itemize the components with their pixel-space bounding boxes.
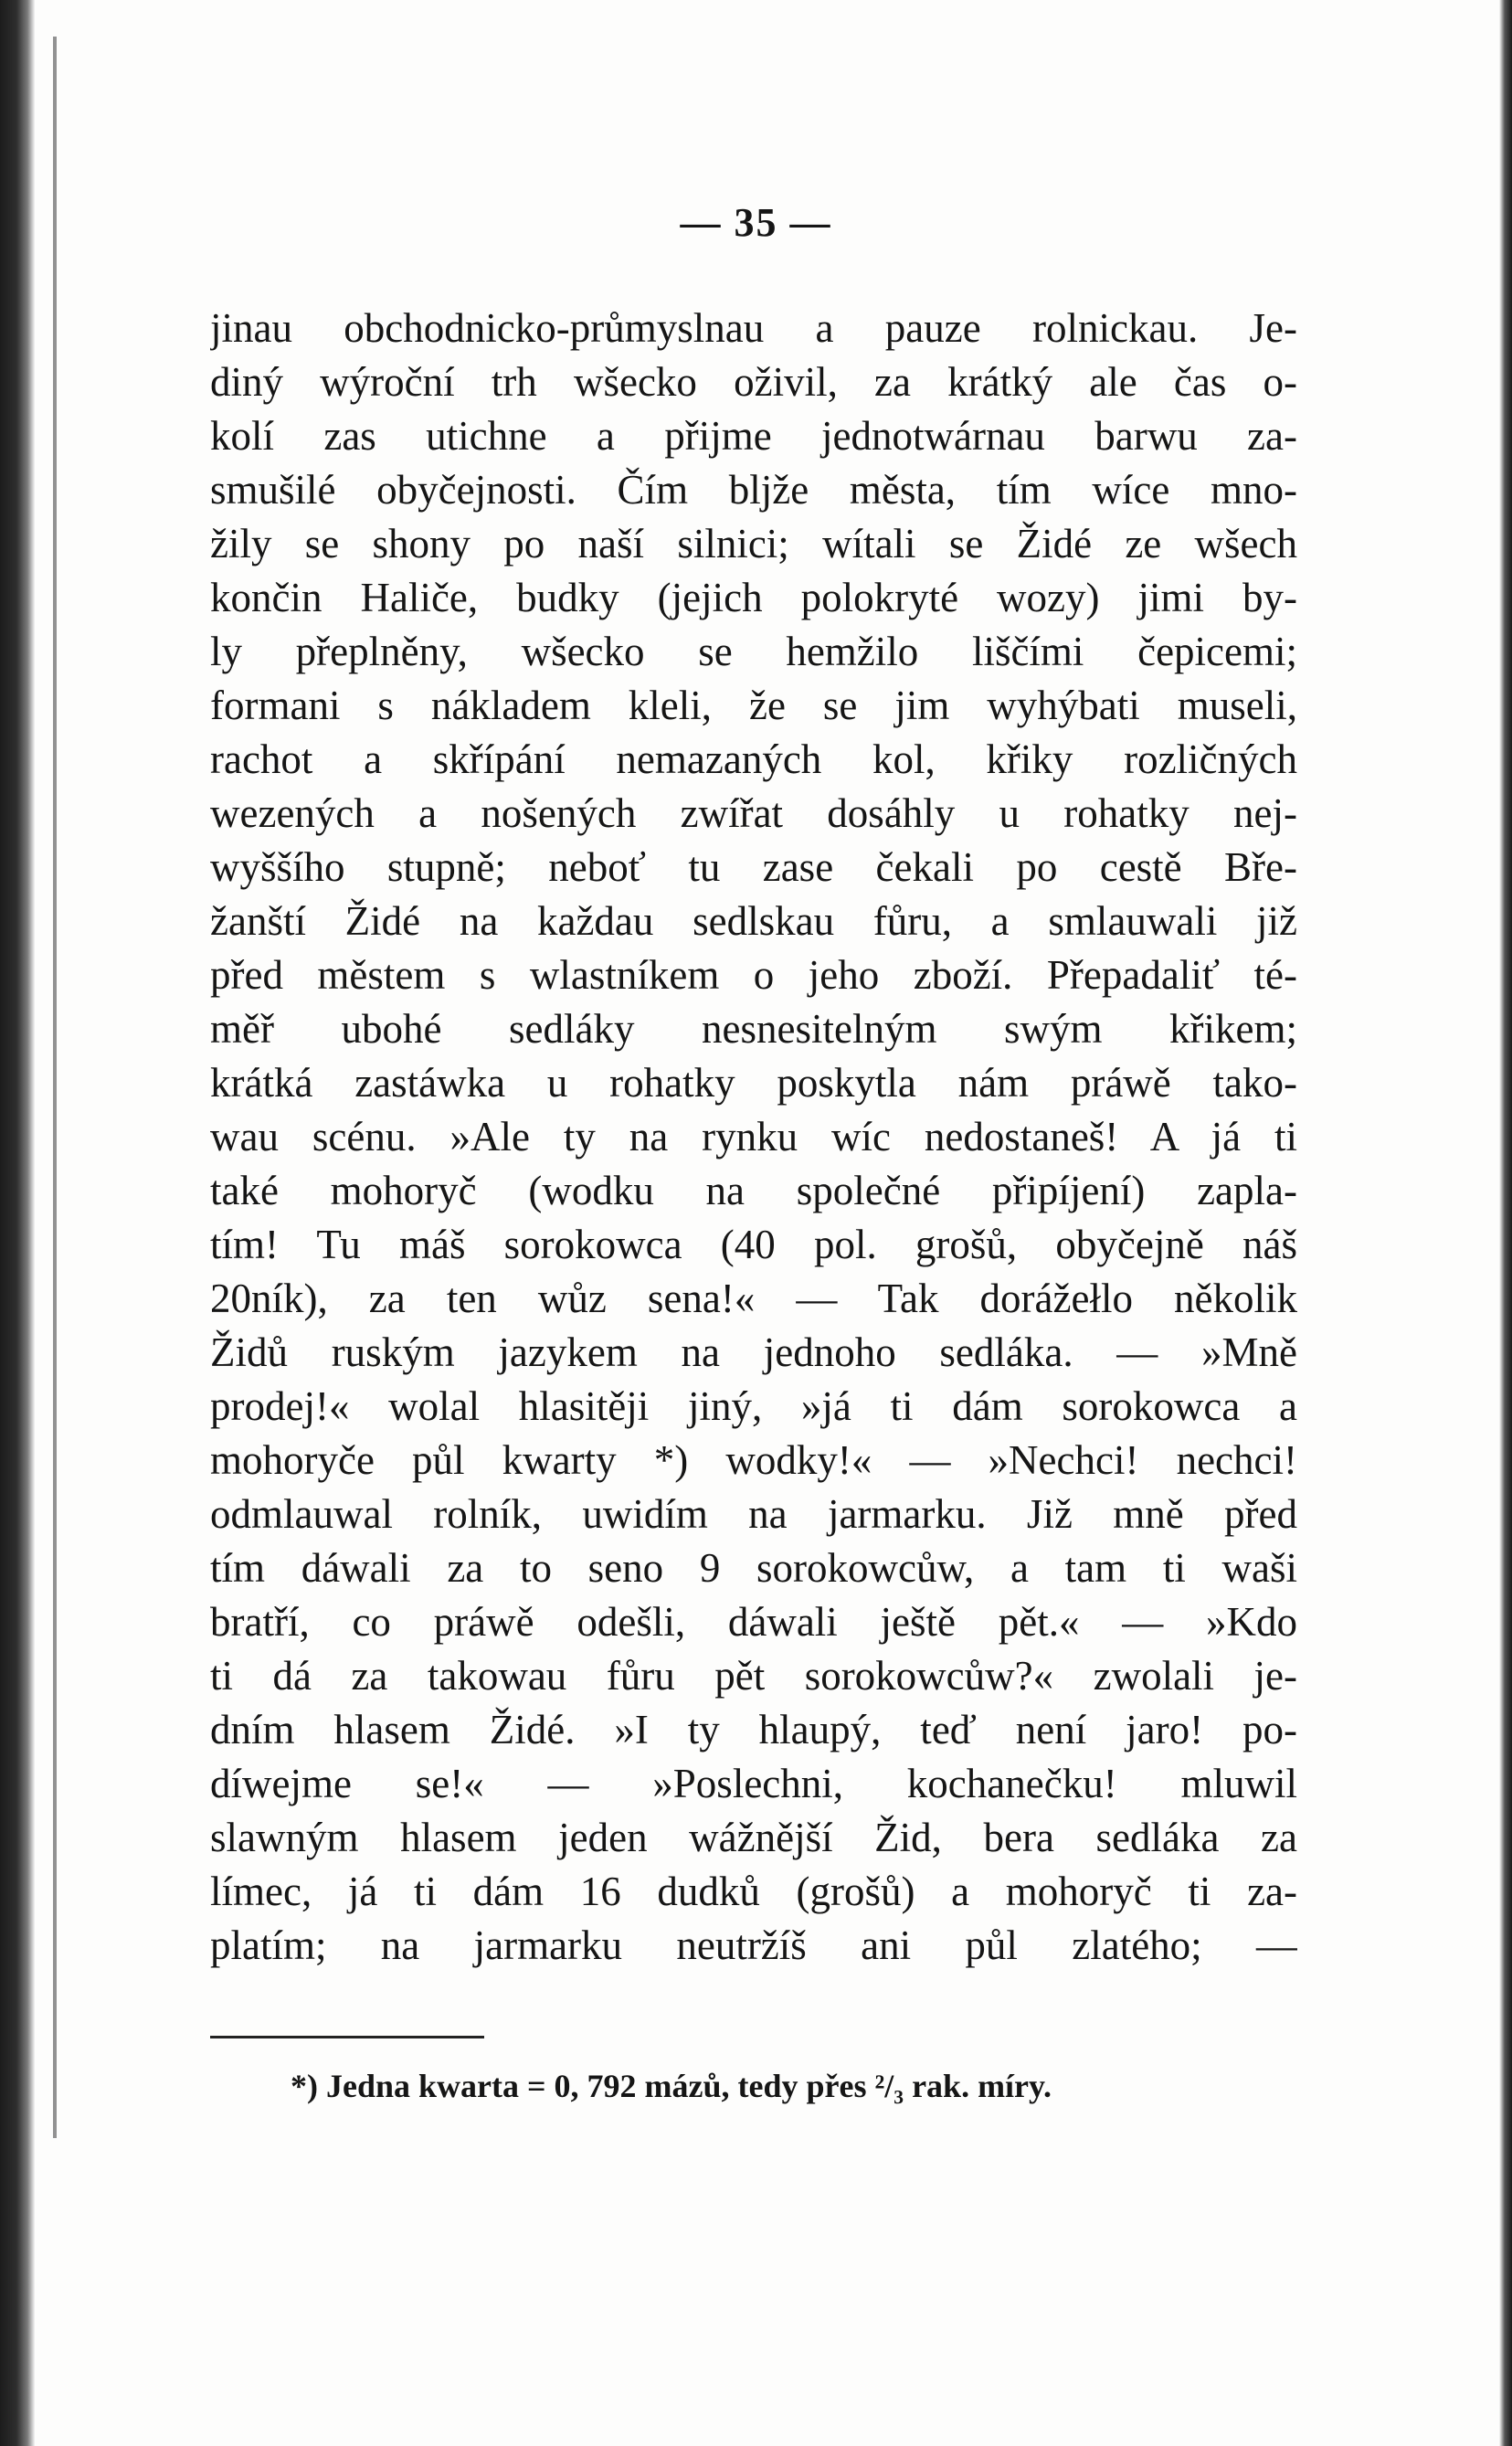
text-line: wyššího stupně; neboť tu zase čekali po cestě Bře- <box>210 844 1297 890</box>
book-binding-edge <box>0 0 35 2446</box>
text-line: jinau obchodnicko-průmyslnau a pauze rolnickau. Je- <box>210 305 1297 351</box>
text-line: díwejme se!« — »Poslechni, kochanečku! mluwil <box>210 1761 1297 1806</box>
text-line: formani s nákladem kleli, že se jim wyhýbati museli, <box>210 683 1297 728</box>
body-text <box>210 302 1297 1973</box>
page-number: — 35 — <box>680 200 832 245</box>
text-line: slawným hlasem jeden wážnější Žid, bera sedláka za <box>210 1815 1297 1860</box>
footnote-rule <box>210 2036 484 2038</box>
text-line: bratří, co práwě odešli, dáwali ještě pět.« — »Kdo <box>210 1599 1297 1645</box>
text-line: smušilé obyčejnosti. Čím bljže města, tím wíce mno- <box>210 467 1297 513</box>
footnote: *) Jedna kwarta = 0, 792 mázů, tedy přes ²/₃ rak. míry. <box>291 2068 1052 2104</box>
text-line: wezených a nošených zwířat dosáhly u rohatky nej- <box>210 790 1297 836</box>
text-line: kolí zas utichne a přijme jednotwárnau barwu za- <box>210 413 1297 459</box>
text-line: žanští Židé na každau sedlskau fůru, a smlauwali již <box>210 898 1297 944</box>
text-line: prodej!« wolal hlasitěji jiný, »já ti dám sorokowca a <box>210 1383 1297 1429</box>
text-line: Židů ruským jazykem na jednoho sedláka. — »Mně <box>210 1329 1297 1375</box>
text-line: dním hlasem Židé. »I ty hlaupý, teď není jaro! po- <box>210 1707 1297 1752</box>
text-line: tím! Tu máš sorokowca (40 pol. grošů, obyčejně náš <box>210 1222 1297 1267</box>
text-line: končin Haliče, budky (jejich polokryté wozy) jimi by- <box>210 575 1297 620</box>
binding-shadow-line <box>53 37 57 2138</box>
text-line: mohoryče půl kwarty *) wodky!« — »Nechci! nechci! <box>210 1437 1297 1483</box>
text-line: ly přeplněny, wšecko se hemžilo liščími čepicemi; <box>210 629 1297 674</box>
text-line: také mohoryč (wodku na společné připíjení) zapla- <box>210 1168 1297 1213</box>
text-line: měř ubohé sedláky nesnesitelným swým křikem; <box>210 1006 1297 1052</box>
text-line: límec, já ti dám 16 dudků (grošů) a mohoryč ti za- <box>210 1869 1297 1914</box>
text-line: diný wýroční trh wšecko oživil, za krátký ale čas o- <box>210 359 1297 405</box>
text-line: žily se shony po naší silnici; wítali se Židé ze wšech <box>210 521 1297 566</box>
page-right-edge <box>1499 0 1512 2446</box>
text-line: wau scénu. »Ale ty na rynku wíc nedostaneš! A já ti <box>210 1114 1297 1159</box>
text-line: odmlauwal rolník, uwidím na jarmarku. Již mně před <box>210 1491 1297 1537</box>
text-line: rachot a skřípání nemazaných kol, křiky rozličných <box>210 736 1297 782</box>
text-line: před městem s wlastníkem o jeho zboží. Přepadaliť té- <box>210 952 1297 998</box>
text-line: ti dá za takowau fůru pět sorokowcůw?« zwolali je- <box>210 1653 1297 1699</box>
text-line: krátká zastáwka u rohatky poskytla nám práwě tako- <box>210 1060 1297 1106</box>
text-line: tím dáwali za to seno 9 sorokowcůw, a tam ti waši <box>210 1545 1297 1591</box>
text-line: 20ník), za ten wůz sena!« — Tak dorážełlo několik <box>210 1276 1297 1321</box>
text-line: platím; na jarmarku neutržíš ani půl zlatého; — <box>210 1922 1297 1968</box>
